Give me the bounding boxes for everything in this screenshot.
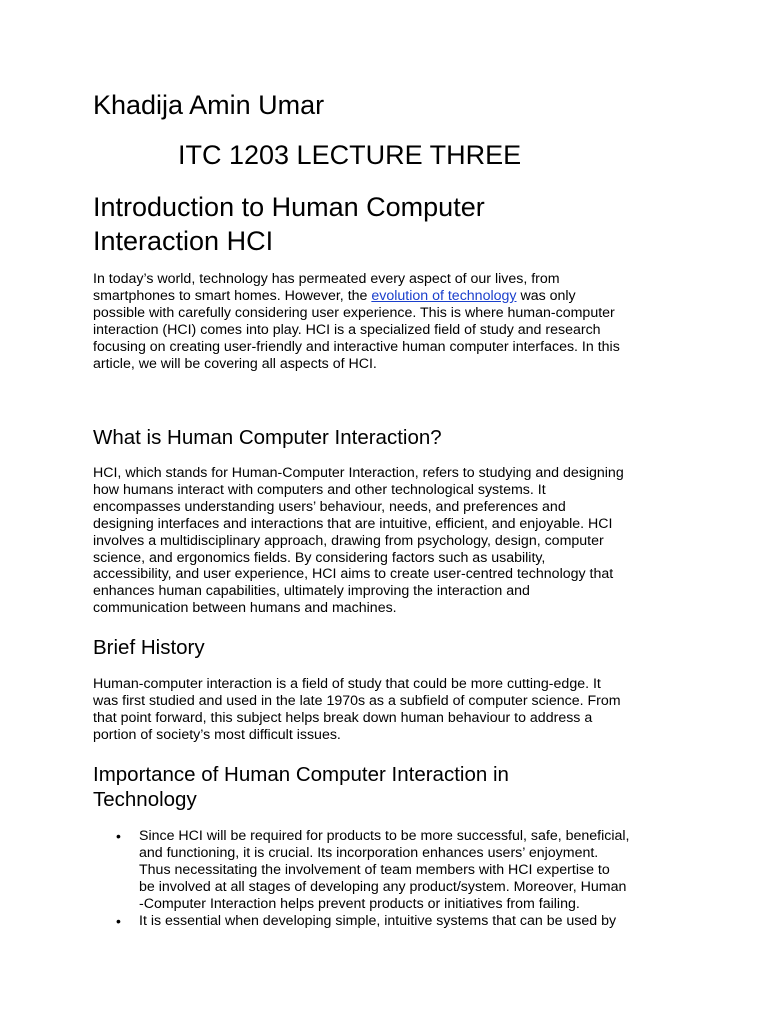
text-line: possible with carefully considering user experience. This is where human-computer: [93, 304, 615, 321]
text-fragment: smartphones to smart homes. However, the: [93, 287, 372, 304]
text-line: -Computer Interaction helps prevent products or initiatives from failing.: [139, 895, 580, 912]
bullet-icon: •: [116, 828, 121, 844]
text-line: In today’s world, technology has permeated every aspect of our lives, from: [93, 271, 560, 287]
importance-bullet-list: [93, 828, 693, 929]
author-name: Khadija Amin Umar: [93, 90, 325, 120]
text-line: Thus necessitating the involvement of team members with HCI expertise to: [139, 861, 610, 878]
text-fragment: was only: [516, 287, 576, 304]
section-heading-importance: [93, 762, 509, 812]
text-line: article, we will be covering all aspects of HCI.: [93, 355, 377, 372]
what-is-hci-paragraph: [93, 465, 693, 617]
heading-line: Importance of Human Computer Interaction in: [93, 763, 509, 786]
intro-paragraph: [93, 271, 693, 372]
section-heading-what-is-hci: What is Human Computer Interaction?: [93, 426, 442, 449]
list-item: [93, 913, 693, 930]
text-line: It is essential when developing simple, intuitive systems that can be used by: [139, 912, 617, 929]
text-line: was first studied and used in the late 1970s as a subfield of computer science. From: [93, 692, 621, 709]
text-line: portion of society’s most difficult issues.: [93, 726, 341, 743]
evolution-of-technology-link[interactable]: evolution of technology: [371, 287, 517, 304]
page-title: [93, 190, 693, 258]
text-line: interaction (HCI) comes into play. HCI is a specialized field of study and research: [93, 321, 601, 338]
text-line: how humans interact with computers and other technological systems. It: [93, 481, 546, 498]
brief-history-paragraph: [93, 676, 693, 744]
section-heading-brief-history: Brief History: [93, 636, 205, 659]
text-line: enhances human capabilities, ultimately improving the interaction and: [93, 583, 530, 600]
text-line: science, and ergonomics fields. By considering factors such as usability,: [93, 549, 546, 566]
list-item: [93, 828, 693, 913]
text-line: and functioning, it is crucial. Its incorporation enhances users’ enjoyment.: [139, 844, 599, 861]
text-line: Human-computer interaction is a field of study that could be more cutting-edge. It: [93, 676, 601, 692]
bullet-icon: •: [116, 912, 121, 929]
text-line: communication between humans and machines.: [93, 600, 397, 617]
heading-line: Technology: [93, 788, 197, 811]
text-line: encompasses understanding users’ behaviour, needs, and preferences and: [93, 498, 566, 515]
text-line: Since HCI will be required for products to be more successful, safe, beneficial,: [139, 828, 630, 844]
text-line: focusing on creating user-friendly and interactive human computer interfaces. In this: [93, 338, 620, 355]
page-title-line: Interaction HCI: [93, 226, 274, 256]
text-line: designing interfaces and interactions that are intuitive, efficient, and enjoyable. HCI: [93, 515, 613, 532]
text-line: [93, 288, 693, 305]
text-line: that point forward, this subject helps break down human behaviour to address a: [93, 709, 593, 726]
text-line: involves a multidisciplinary approach, drawing from psychology, design, computer: [93, 532, 604, 549]
text-line: HCI, which stands for Human-Computer Interaction, refers to studying and designing: [93, 465, 624, 481]
text-line: accessibility, and user experience, HCI aims to create user-centred technology that: [93, 566, 614, 583]
lecture-title: ITC 1203 LECTURE THREE: [178, 140, 522, 170]
text-line: be involved at all stages of developing any product/system. Moreover, Human: [139, 878, 627, 895]
page-title-line: Introduction to Human Computer: [93, 192, 485, 222]
